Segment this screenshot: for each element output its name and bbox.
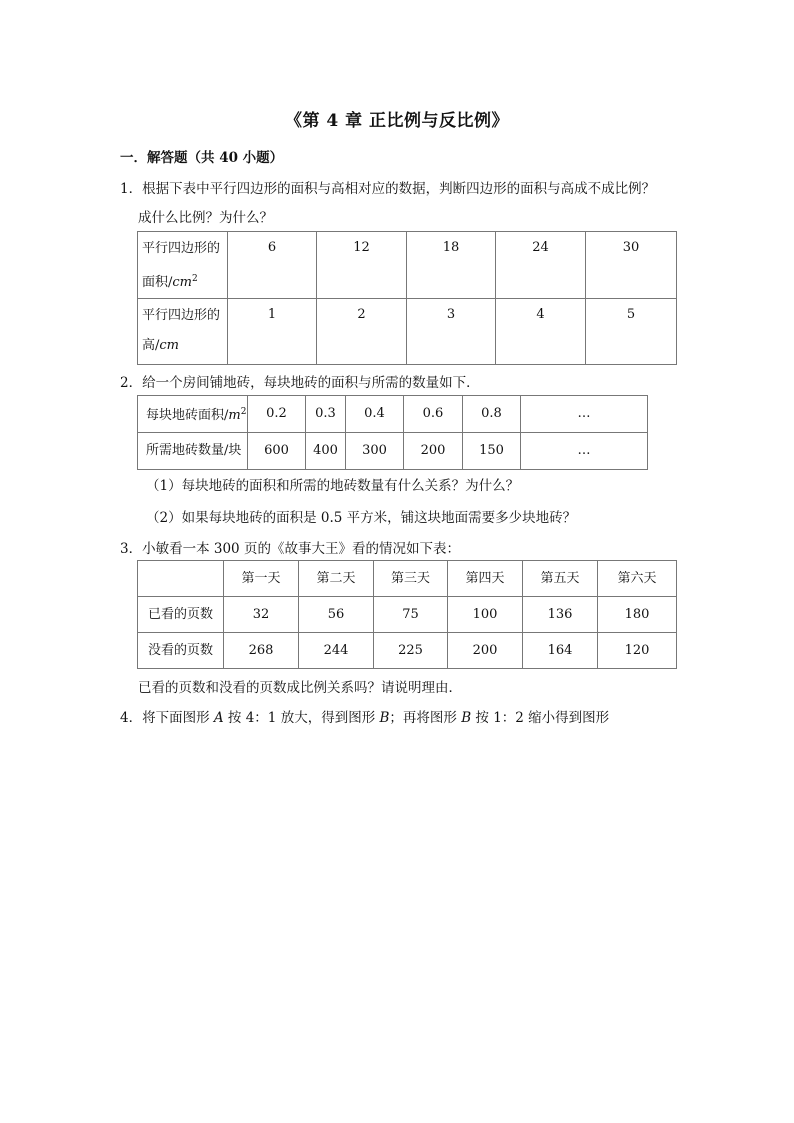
table-cell: 56 — [299, 597, 374, 633]
unit: cm — [172, 275, 192, 290]
table-cell: 24 — [496, 232, 586, 299]
table-cell: 6 — [228, 232, 317, 299]
page-title: 《第 4 章 正比例与反比例》 — [284, 111, 510, 131]
row-label: 每块地砖面积/ — [146, 408, 229, 423]
table-cell: 12 — [317, 232, 407, 299]
table-cell: 0.8 — [463, 396, 521, 433]
table-row — [138, 232, 677, 299]
table-cell: 5 — [586, 299, 677, 365]
row-label-line: 面积/ — [142, 275, 173, 290]
table-row — [138, 633, 677, 669]
table-cell: 1 — [228, 299, 317, 365]
table-cell: 164 — [523, 633, 598, 669]
question-4-text — [120, 706, 609, 726]
table-cell: 150 — [463, 433, 521, 470]
table-cell: 400 — [306, 433, 346, 470]
table-cell: 100 — [448, 597, 523, 633]
table-cell: 180 — [598, 597, 677, 633]
question-3-text: 3．小敏看一本 300 页的《故事大王》看的情况如下表： — [120, 541, 460, 557]
question-2-text: 2．给一个房间铺地砖，每块地砖的面积与所需的数量如下． — [120, 375, 480, 391]
figure-label: B — [379, 710, 390, 726]
row-header-height — [138, 299, 228, 365]
row-label-line: 平行四边形的 — [142, 241, 221, 256]
table-cell: 136 — [523, 597, 598, 633]
unit-superscript: 2 — [240, 407, 247, 417]
text-run: 按 1：2 缩小得到图形 — [471, 710, 610, 726]
row-header-read: 已看的页数 — [138, 597, 224, 633]
text-run: ；再将图形 — [389, 710, 462, 726]
row-header-unread: 没看的页数 — [138, 633, 224, 669]
pages-table — [137, 560, 677, 669]
text-run: 4．将下面图形 — [120, 710, 214, 726]
table-cell: 268 — [224, 633, 299, 669]
table-cell: 0.4 — [346, 396, 404, 433]
row-header-area — [138, 232, 228, 299]
table-header-cell: 第三天 — [374, 561, 448, 597]
table-row — [138, 299, 677, 365]
figure-label: A — [213, 710, 224, 726]
unit: cm — [159, 338, 179, 353]
table-cell: 3 — [407, 299, 496, 365]
table-cell: 244 — [299, 633, 374, 669]
table-cell: 32 — [224, 597, 299, 633]
table-cell: 0.6 — [404, 396, 463, 433]
row-header-tile-count: 所需地砖数量/块 — [138, 433, 248, 470]
question-2-sub-2: （2）如果每块地砖的面积是 0.5 平方米，铺这块地面需要多少块地砖？ — [146, 510, 577, 526]
table-header-cell: 第二天 — [299, 561, 374, 597]
table-cell: 4 — [496, 299, 586, 365]
table-header-cell: 第四天 — [448, 561, 523, 597]
question-3-question: 已看的页数和没看的页数成比例关系吗？请说明理由． — [138, 680, 462, 696]
question-1-text: 1．根据下表中平行四边形的面积与高相对应的数据，判断四边形的面积与高成不成比例？ — [120, 181, 656, 197]
row-label-line: 平行四边形的 — [142, 308, 221, 323]
table-cell: 0.3 — [306, 396, 346, 433]
table-cell: 300 — [346, 433, 404, 470]
section-heading: 一．解答题（共 40 小题） — [120, 150, 284, 166]
table-header-cell: 第六天 — [598, 561, 677, 597]
table-cell: 600 — [248, 433, 306, 470]
question-1-text-cont: 成什么比例？为什么？ — [138, 210, 273, 226]
table-cell: 18 — [407, 232, 496, 299]
table-cell: 200 — [404, 433, 463, 470]
table-header-cell — [138, 561, 224, 597]
table-header-cell: 第五天 — [523, 561, 598, 597]
table-header-row — [138, 561, 677, 597]
table-row — [138, 396, 648, 433]
table-cell: 2 — [317, 299, 407, 365]
row-label-line: 高/ — [142, 338, 160, 353]
question-2-sub-1: （1）每块地砖的面积和所需的地砖数量有什么关系？为什么？ — [146, 478, 520, 494]
table-cell: 200 — [448, 633, 523, 669]
unit: m — [228, 408, 241, 423]
text-run: 按 4：1 放大，得到图形 — [223, 710, 380, 726]
table-cell: 225 — [374, 633, 448, 669]
tile-table — [137, 395, 648, 470]
table-cell: 120 — [598, 633, 677, 669]
table-header-cell: 第一天 — [224, 561, 299, 597]
table-cell: 0.2 — [248, 396, 306, 433]
table-cell: 30 — [586, 232, 677, 299]
table-row — [138, 433, 648, 470]
row-header-tile-area — [138, 396, 248, 433]
table-cell: 75 — [374, 597, 448, 633]
area-height-table — [137, 231, 677, 365]
table-cell: … — [521, 433, 648, 470]
figure-label: B — [461, 710, 472, 726]
table-cell: … — [521, 396, 648, 433]
unit-superscript: 2 — [192, 274, 198, 284]
table-row — [138, 597, 677, 633]
